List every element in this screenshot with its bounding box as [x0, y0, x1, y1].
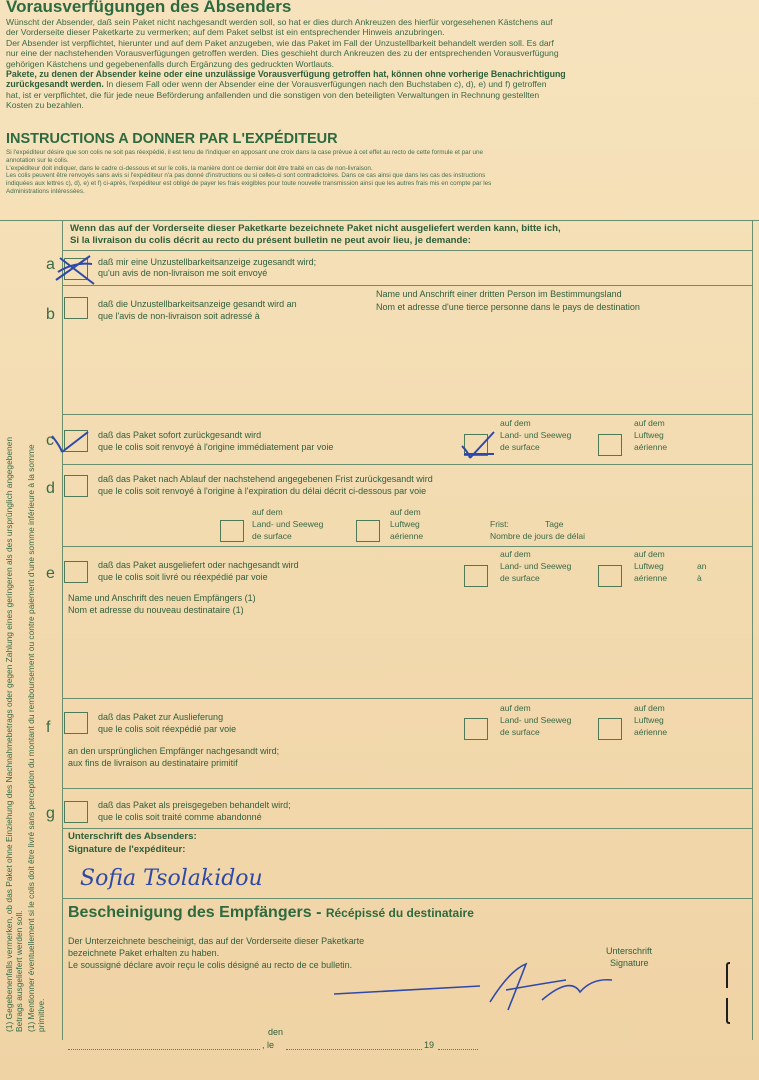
receipt-year: 19	[424, 1040, 435, 1050]
checkbox-e-air[interactable]	[598, 565, 622, 587]
sender-signature-handwritten: Sofia Tsolakidou	[80, 866, 263, 891]
d-aerienne-label: aérienne	[390, 531, 424, 541]
d-surface-aufdem: auf dem	[252, 507, 283, 517]
option-letter-c: c	[46, 432, 54, 449]
checkbox-f-air[interactable]	[598, 718, 622, 740]
receipt-heading	[68, 904, 474, 922]
option-letter-g: g	[46, 805, 55, 822]
checkbox-d-air[interactable]	[356, 520, 380, 542]
date-line[interactable]	[286, 1049, 422, 1050]
text-line: indiquées aux lettres c), d), e) et f) ci-après, l'expéditeur est obligé de payer les frais exigibles pour toute nouvelle transmission ainsi que les autres frais mis en compte par les	[6, 180, 492, 188]
divider	[62, 285, 752, 286]
e-a-label: à	[697, 573, 702, 583]
receipt-line-1: Der Unterzeichnete bescheinigt, das auf der Vorderseite dieser Paketkarte	[68, 936, 365, 946]
c-land-label: Land- und Seeweg	[500, 430, 572, 440]
checkbox-f-surface[interactable]	[464, 718, 488, 740]
f-surface-aufdem: auf dem	[500, 703, 531, 713]
option-e-de: daß das Paket ausgeliefert oder nachgesandt wird	[98, 560, 299, 570]
e-surface-label: de surface	[500, 573, 540, 583]
divider	[62, 828, 752, 829]
text-line: gehörigen Kästchens und gegebenenfalls durch Ergänzung des gedruckten Wortlauts.	[6, 58, 335, 69]
side-note-4: primitive.	[36, 998, 46, 1032]
binder-mark-bottom	[726, 998, 730, 1024]
option-b-de: daß die Unzustellbarkeitsanzeige gesandt wird an	[98, 299, 297, 309]
receiver-signature-scribble	[330, 950, 630, 1030]
divider	[62, 464, 752, 465]
receipt-unterschrift: Unterschrift	[606, 946, 653, 956]
checkbox-b[interactable]	[64, 297, 88, 319]
text-line: Les colis peuvent être renvoyés sans avis si l'expéditeur n'a pas donné d'instructions ou si celles-ci sont contradictoires. Dans ce cas ainsi que dans les cas des instructions	[6, 172, 486, 180]
binder-mark-top	[726, 962, 730, 988]
c-luftweg-label: Luftweg	[634, 430, 664, 440]
third-person-de: Name und Anschrift einer dritten Person im Bestimmungsland	[376, 289, 622, 299]
text-line: Si l'expéditeur désire que son colis ne soit pas réexpédié, il est tenu de l'indiquer en apposant une croix dans la case prévue à cet effet au recto de cette formule et par une	[6, 149, 483, 156]
receipt-dash: -	[316, 904, 322, 921]
option-a-de: daß mir eine Unzustellbarkeitsanzeige zugesandt wird;	[98, 257, 317, 267]
text-line-mixed	[6, 79, 754, 89]
option-f-fr: que le colis soit réexpédié par voie	[98, 724, 237, 734]
f-air-aufdem: auf dem	[634, 703, 665, 713]
checkbox-f[interactable]	[64, 712, 88, 734]
option-e-fr: que le colis soit livré ou réexpédié par voie	[98, 572, 268, 582]
option-letter-e: e	[46, 565, 55, 582]
title-de: Vorausverfügungen des Absenders	[6, 0, 292, 16]
divider	[62, 898, 752, 899]
d-tage-label: Tage	[545, 519, 564, 529]
receipt-le: , le	[262, 1040, 275, 1050]
text-line: annotation sur le colis.	[6, 156, 69, 164]
title-fr: INSTRUCTIONS A DONNER PAR L'EXPÉDITEUR	[6, 131, 338, 147]
divider	[62, 546, 752, 547]
text-line: der Vorderseite dieser Paketkarte zu vermerken; auf dem Paket selbst ist ein entsprechender Hinweis anzubringen.	[6, 27, 445, 38]
option-c-fr: que le colis soit renvoyé à l'origine immédiatement par voie	[98, 442, 334, 452]
form-left-border	[62, 220, 63, 1040]
receipt-title-fr: Récépissé du destinataire	[325, 906, 474, 920]
c-aerienne-label: aérienne	[634, 442, 668, 452]
form-right-border	[752, 220, 753, 1040]
third-person-fr: Nom et adresse d'une tierce personne dans le pays de destination	[376, 302, 640, 312]
checkmark-c-scribble	[48, 426, 92, 458]
side-note-3: (1) Mentionner éventuellement si le colis doit être livré sans perception du montant du remboursement ou contre paiement d'une somme inférieure à la somme	[26, 444, 36, 1032]
option-d-de: daß das Paket nach Ablauf der nachstehend angegebenen Frist zurückgesandt wird	[98, 474, 433, 484]
form-intro-de: Wenn das auf der Vorderseite dieser Paketkarte bezeichnete Paket nicht ausgeliefert werden kann, bitte ich,	[70, 223, 561, 234]
option-letter-f: f	[46, 719, 51, 736]
text-line: hat, ist er verpflichtet, die für jede neue Beförderung anfallenden und die sonstigen von den beteiligten Verwaltungen in Rechnung gestellten	[6, 89, 540, 100]
checkbox-c-air[interactable]	[598, 434, 622, 456]
divider	[62, 698, 752, 699]
option-a-fr: qu'un avis de non-livraison me soit envoyé	[98, 268, 268, 278]
side-note-2: Betrags ausgeliefert werden soll.	[14, 910, 24, 1032]
option-b-fr: que l'avis de non-livraison soit adressé à	[98, 311, 260, 321]
intro-fr-block	[6, 149, 754, 196]
receipt-line-3: Le soussigné déclare avoir reçu le colis désigné au recto de ce bulletin.	[68, 960, 353, 970]
text-line: nur eine der nachstehenden Vorausverfügungen getroffen werden. Dies geschieht durch Ankreuzen des zu der entsprechenden Vorausverfügung	[6, 48, 559, 59]
c-surface-label: de surface	[500, 442, 540, 452]
receipt-line-2: bezeichnete Paket erhalten zu haben.	[68, 948, 220, 958]
e-surface-aufdem: auf dem	[500, 549, 531, 559]
text-line: Wünscht der Absender, daß sein Paket nicht nachgesandt werden soll, so hat er dies durch Ankreuzen des hierfür vorgesehenen Kästchens auf	[6, 17, 553, 27]
text-line: L'expéditeur doit indiquer, dans le cadre ci-dessous et sur le colis, la manière dont ce dernier doit être traité en cas de non-livraison.	[6, 164, 373, 172]
f-recipient-fr: aux fins de livraison au destinataire primitif	[68, 758, 238, 768]
checkbox-e[interactable]	[64, 561, 88, 583]
text-line-bold: Pakete, zu denen der Absender keine oder eine unzulässige Vorausverfügung getroffen hat, können ohne vorherige Benachrichtigung	[6, 69, 566, 80]
sender-signature-de: Unterschrift des Absenders:	[68, 831, 197, 842]
divider	[62, 250, 752, 251]
side-note-1: (1) Gegebenenfalls vermerken, ob das Paket ohne Einziehung des Nachnahmebetrags oder gegen Zahlung eines geringeren als des ursprünglich angegebenen	[4, 436, 14, 1032]
year-line[interactable]	[438, 1049, 478, 1050]
intro-de-block	[6, 17, 754, 111]
bold-fragment: zurückgesandt werden.	[6, 79, 104, 90]
divider	[62, 414, 752, 415]
text-line: Administrations intéressées.	[6, 187, 85, 195]
f-aerienne-label: aérienne	[634, 727, 668, 737]
checkmark-a-scribble	[50, 250, 100, 288]
sender-signature-fr: Signature de l'expéditeur:	[68, 844, 186, 855]
place-line[interactable]	[68, 1049, 260, 1050]
d-land-label: Land- und Seeweg	[252, 519, 324, 529]
e-aerienne-label: aérienne	[634, 573, 668, 583]
f-luftweg-label: Luftweg	[634, 715, 664, 725]
f-surface-label: de surface	[500, 727, 540, 737]
f-land-label: Land- und Seeweg	[500, 715, 572, 725]
receipt-signature-label: Signature	[610, 958, 649, 968]
checkbox-d-surface[interactable]	[220, 520, 244, 542]
e-land-label: Land- und Seeweg	[500, 561, 572, 571]
d-frist-label: Frist:	[490, 519, 509, 529]
c-surface-aufdem: auf dem	[500, 418, 531, 428]
e-air-aufdem: auf dem	[634, 549, 665, 559]
text-fragment: In diesem Fall oder wenn der Absender eine der Vorausverfügungen nach den Buchstaben c), d), e) und f) getroffen	[106, 79, 547, 90]
receipt-title-de: Bescheinigung des Empfängers	[68, 904, 312, 921]
checkbox-e-surface[interactable]	[464, 565, 488, 587]
option-letter-a: a	[46, 256, 55, 273]
text-line: Kosten zu bezahlen.	[6, 100, 84, 111]
d-surface-label: de surface	[252, 531, 292, 541]
e-luftweg-label: Luftweg	[634, 561, 664, 571]
d-luftweg-label: Luftweg	[390, 519, 420, 529]
e-an-label: an	[697, 561, 707, 571]
divider	[62, 788, 752, 789]
option-g-de: daß das Paket als preisgegeben behandelt wird;	[98, 800, 291, 810]
e-recipient-fr: Nom et adresse du nouveau destinataire (1)	[68, 605, 244, 615]
form-intro-fr: Si la livraison du colis décrit au recto du présent bulletin ne peut avoir lieu, je demande:	[70, 235, 471, 246]
checkbox-d[interactable]	[64, 475, 88, 497]
text-line: Der Absender ist verpflichtet, hierunter und auf dem Paket anzugeben, wie das Paket im Fall der Unzustellbarkeit behandelt werden soll. Es darf	[6, 37, 554, 48]
checkmark-c-surface-scribble	[458, 428, 498, 462]
option-letter-b: b	[46, 306, 55, 323]
option-letter-d: d	[46, 480, 55, 497]
checkbox-g[interactable]	[64, 801, 88, 823]
option-f-de: daß das Paket zur Auslieferung	[98, 712, 224, 722]
e-recipient-de: Name und Anschrift des neuen Empfängers (1)	[68, 593, 256, 603]
d-air-aufdem: auf dem	[390, 507, 421, 517]
option-g-fr: que le colis soit traité comme abandonné	[98, 812, 262, 822]
form-top-rule	[0, 220, 759, 221]
option-d-fr: que le colis soit renvoyé à l'origine à l'expiration du délai décrit ci-dessous par voie	[98, 486, 427, 496]
receipt-den: den	[268, 1027, 284, 1037]
option-c-de: daß das Paket sofort zurückgesandt wird	[98, 430, 262, 440]
f-recipient-de: an den ursprünglichen Empfänger nachgesandt wird;	[68, 746, 280, 756]
d-delai-label: Nombre de jours de délai	[490, 531, 585, 541]
c-air-aufdem: auf dem	[634, 418, 665, 428]
